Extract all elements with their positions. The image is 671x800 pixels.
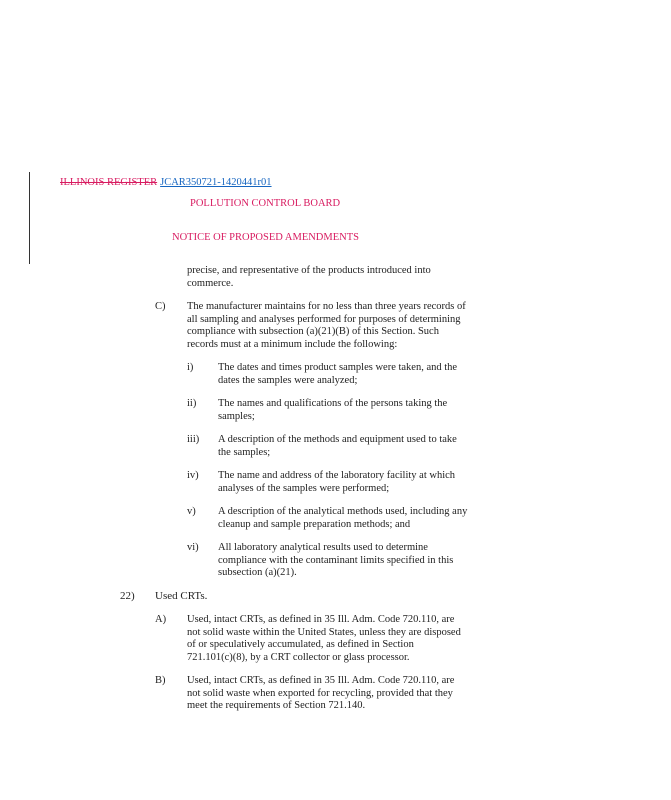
subitem-text xyxy=(218,398,447,423)
subitem-text xyxy=(218,434,457,459)
text-line: compliance with subsection (a)(21)(B) of this Section. Such xyxy=(187,326,439,337)
subitem-text xyxy=(218,362,457,387)
subitem-marker: vi) xyxy=(187,542,199,553)
notice-title: NOTICE OF PROPOSED AMENDMENTS xyxy=(172,232,359,243)
text-line: The dates and times product samples were taken, and the xyxy=(218,362,458,373)
revision-bar xyxy=(29,172,30,264)
subitem-text xyxy=(218,470,455,495)
item-22-title: Used CRTs. xyxy=(155,590,208,602)
text-line: not solid waste when exported for recycling, provided that they xyxy=(187,687,453,699)
register-struck-text: ILLINOIS REGISTER xyxy=(60,177,158,188)
text-line: all sampling and analyses performed for purposes of determining xyxy=(187,313,461,325)
text-line: commerce. xyxy=(187,277,234,289)
text-line: The name and address of the laboratory facility at which xyxy=(218,470,456,481)
subitem-marker: ii) xyxy=(187,398,197,409)
text-line: A description of the methods and equipment used to take xyxy=(218,434,457,445)
text-line: of or speculatively accumulated, as defined in Section xyxy=(187,639,414,650)
text-line: compliance with the contaminant limits specified in this xyxy=(218,554,454,566)
register-inserted-text: JCAR350721-1420441r01 xyxy=(160,177,272,188)
text-line: precise, and representative of the products introduced into xyxy=(187,265,431,276)
text-line: Used, intact CRTs, as defined in 35 Ill. Adm. Code 720.110, are xyxy=(187,675,455,686)
text-line: Used, intact CRTs, as defined in 35 Ill. Adm. Code 720.110, are xyxy=(187,614,455,625)
text-line: records must at a minimum include the following: xyxy=(187,338,398,350)
para-a-marker: A) xyxy=(155,614,167,625)
text-line: The manufacturer maintains for no less than three years records of xyxy=(187,301,466,312)
para-a-text xyxy=(187,614,461,664)
subitem-text xyxy=(218,506,467,531)
text-line: cleanup and sample preparation methods; and xyxy=(218,518,411,530)
subitem-marker: iv) xyxy=(187,470,199,481)
text-line: meet the requirements of Section 721.140. xyxy=(187,700,366,711)
para-b-text xyxy=(187,675,454,713)
para-b-marker: B) xyxy=(155,675,166,686)
text-line: analyses of the samples were performed; xyxy=(218,482,390,494)
agency-title: POLLUTION CONTROL BOARD xyxy=(190,198,341,209)
text-line: the samples; xyxy=(218,446,271,458)
subitem-text xyxy=(218,542,453,580)
subitem-marker: v) xyxy=(187,506,196,517)
text-line: not solid waste within the United States, unless they are disposed xyxy=(187,626,461,638)
register-header xyxy=(60,177,272,188)
text-line: subsection (a)(21). xyxy=(218,567,297,578)
continuation-paragraph xyxy=(187,265,431,290)
item-22-marker: 22) xyxy=(120,590,135,602)
text-line: The names and qualifications of the persons taking the xyxy=(218,398,448,409)
text-line: A description of the analytical methods used, including any xyxy=(218,506,468,517)
text-line: All laboratory analytical results used to determine xyxy=(218,542,428,553)
subitem-marker: i) xyxy=(187,362,194,373)
text-line: 721.101(c)(8), by a CRT collector or glass processor. xyxy=(187,651,410,663)
para-c-text xyxy=(187,301,466,351)
text-line: samples; xyxy=(218,410,255,422)
subitem-marker: iii) xyxy=(187,434,200,445)
para-c-marker: C) xyxy=(155,301,166,312)
text-line: dates the samples were analyzed; xyxy=(218,374,358,386)
